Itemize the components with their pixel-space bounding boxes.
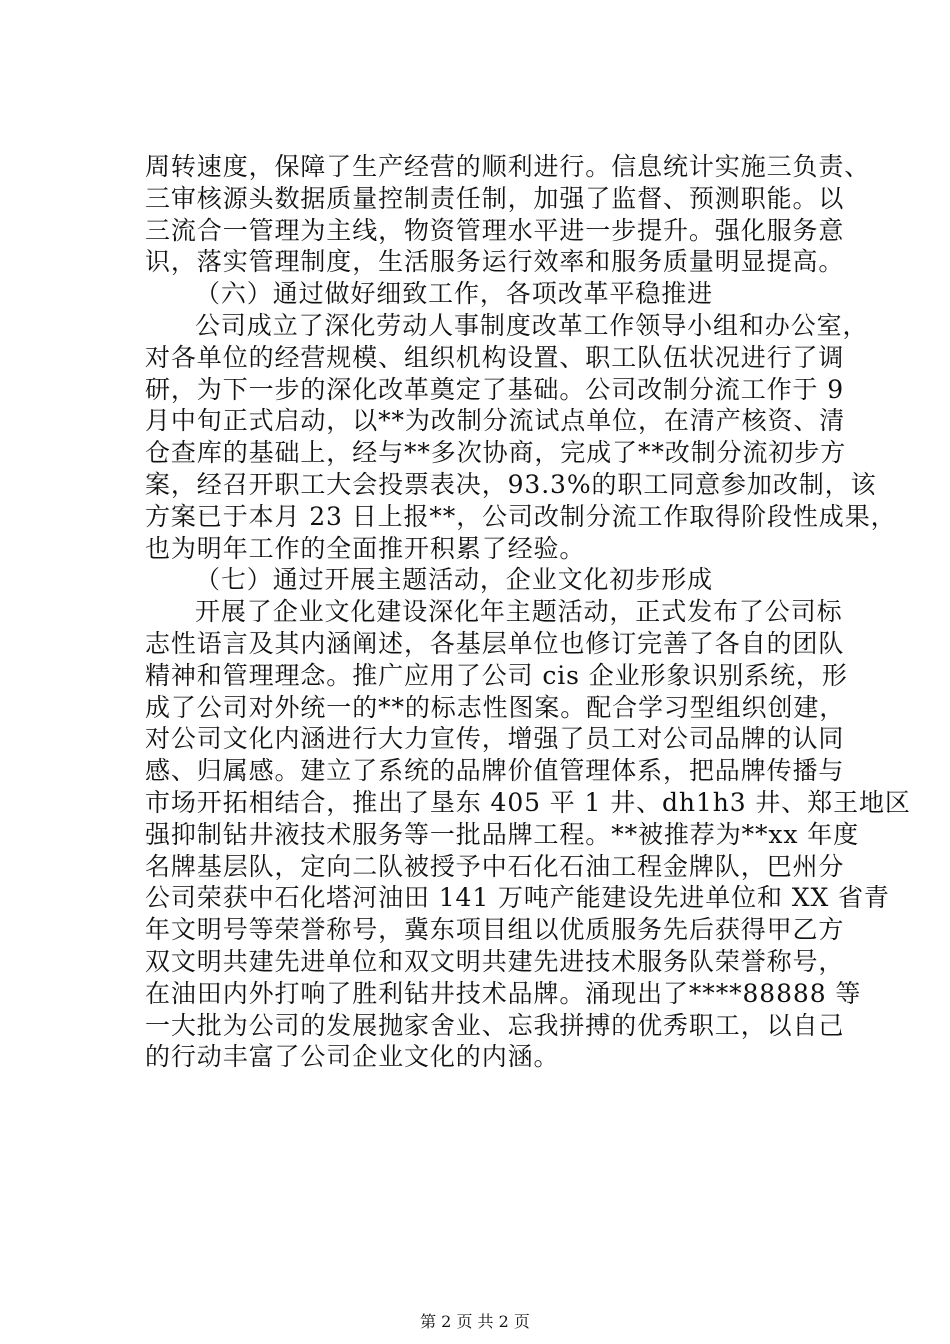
text-line: 公司成立了深化劳动人事制度改革工作领导小组和办公室，: [195, 310, 869, 340]
text-line: 的行动丰富了公司企业文化的内涵。: [145, 1042, 560, 1072]
text-line: 双文明共建先进单位和双文明共建先进技术服务队荣誉称号，: [145, 946, 845, 976]
text-line: 仓查库的基础上，经与**多次协商，完成了**改制分流初步方: [145, 438, 847, 468]
text-line: 一大批为公司的发展抛家舍业、忘我拼搏的优秀职工，以自己: [145, 1010, 845, 1040]
text-line: 三流合一管理为主线，物资管理水平进一步提升。强化服务意: [145, 215, 845, 245]
text-line: 在油田内外打响了胜利钻井技术品牌。涌现出了****88888 等: [145, 978, 862, 1008]
text-line: 成了公司对外统一的**的标志性图案。配合学习型组织创建，: [145, 692, 846, 722]
text-line: 对各单位的经营规模、组织机构设置、职工队伍状况进行了调: [145, 342, 845, 372]
text-line: 对公司文化内涵进行大力宣传，增强了员工对公司品牌的认同: [145, 724, 845, 754]
text-line: 研，为下一步的深化改革奠定了基础。公司改制分流工作于 9: [145, 374, 845, 404]
text-line: 识，落实管理制度，生活服务运行效率和服务质量明显提高。: [145, 247, 845, 277]
text-line: 强抑制钻井液技术服务等一批品牌工程。**被推荐为**xx 年度: [145, 819, 860, 849]
page-number-footer: 第 2 页 共 2 页: [420, 1312, 530, 1331]
text-line: 也为明年工作的全面推开积累了经验。: [145, 533, 586, 563]
section-heading: （六）通过做好细致工作，各项改革平稳推进: [195, 279, 714, 309]
text-line: 感、归属感。建立了系统的品牌价值管理体系，把品牌传播与: [145, 756, 845, 786]
text-line: 三审核源头数据质量控制责任制，加强了监督、预测职能。以: [145, 183, 845, 213]
text-line: 公司荣获中石化塔河油田 141 万吨产能建设先进单位和 XX 省青: [145, 883, 890, 913]
text-line: 精神和管理理念。推广应用了公司 cis 企业形象识别系统，形: [145, 660, 848, 690]
section-heading: （七）通过开展主题活动，企业文化初步形成: [195, 565, 714, 595]
text-line: 开展了企业文化建设深化年主题活动，正式发布了公司标: [195, 597, 843, 627]
text-line: 月中旬正式启动，以**为改制分流试点单位，在清产核资、清: [145, 406, 846, 436]
text-line: 周转速度，保障了生产经营的顺利进行。信息统计实施三负责、: [145, 152, 871, 181]
text-line: 市场开拓相结合，推出了垦东 405 平 1 井、dh1h3 井、郑王地区: [145, 787, 911, 817]
text-line: 名牌基层队，定向二队被授予中石化石油工程金牌队，巴州分: [145, 851, 845, 881]
text-line: 志性语言及其内涵阐述，各基层单位也修订完善了各自的团队: [145, 628, 845, 658]
text-line: 方案已于本月 23 日上报**，公司改制分流工作取得阶段性成果，: [145, 501, 897, 531]
document-body: [145, 151, 911, 1073]
text-line: 案，经召开职工大会投票表决，93.3%的职工同意参加改制，该: [145, 469, 877, 499]
text-line: 年文明号等荣誉称号，冀东项目组以优质服务先后获得甲乙方: [145, 915, 845, 945]
